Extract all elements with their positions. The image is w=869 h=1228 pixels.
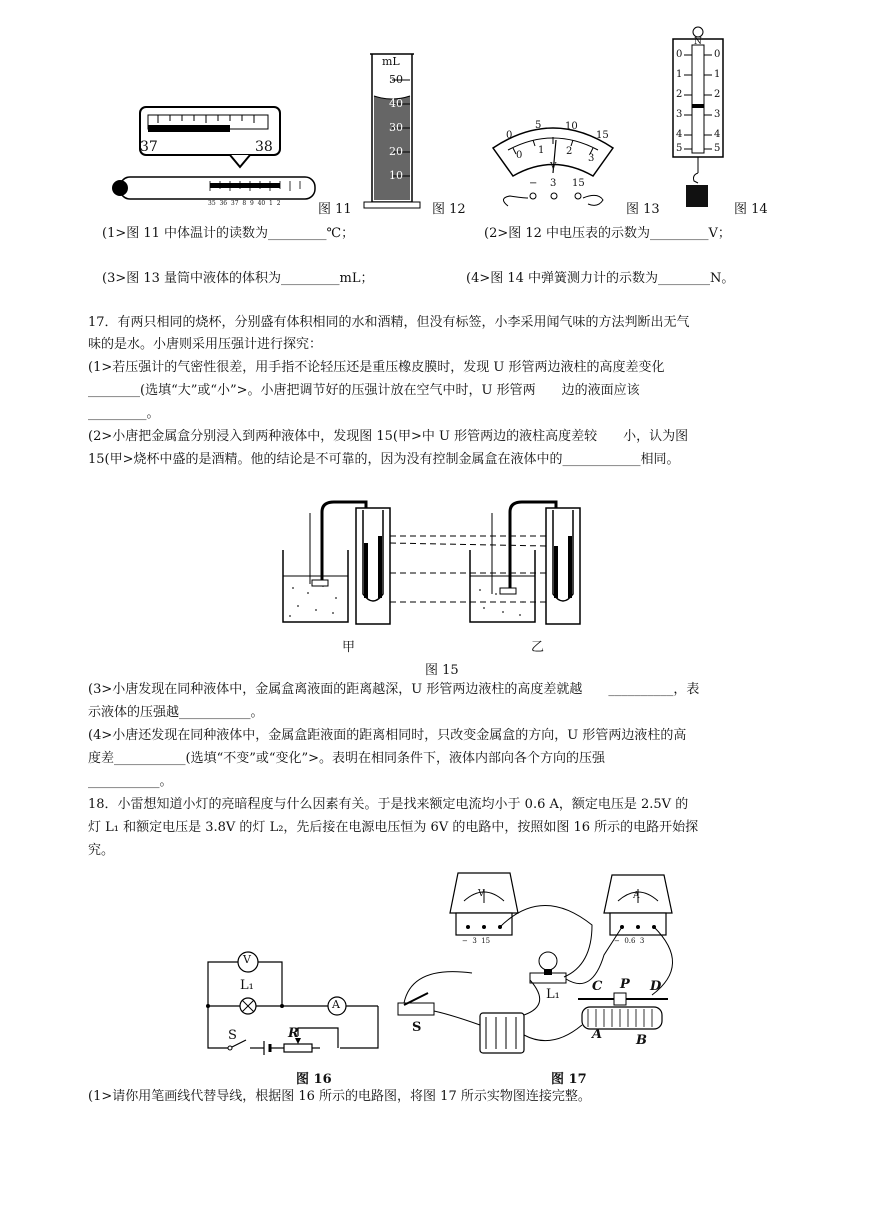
q16-part4: (4>图 14 中弹簧测力计的示数为________N。 bbox=[466, 271, 735, 286]
figure-16-circuit bbox=[200, 948, 385, 1058]
fig16-ammeter: A bbox=[332, 998, 340, 1011]
q17-line: 度差___________(选填“不变”或“变化”>。表明在相同条件下，液体内部向各个方向的压强 bbox=[88, 751, 606, 766]
fig11-scale-left: 37 bbox=[140, 139, 158, 155]
fig12-unit: mL bbox=[382, 55, 400, 68]
fig13-top-5: 5 bbox=[535, 120, 542, 131]
fig13-v: V bbox=[550, 162, 557, 172]
figure-11-thermometer bbox=[110, 105, 320, 215]
fig13-label: 图 13 bbox=[626, 202, 660, 217]
fig14-n: N bbox=[694, 37, 702, 47]
fig16-r: R bbox=[288, 1026, 299, 1041]
fig11-small-ticks: 35 36 37 8 9 40 1 2 bbox=[208, 200, 281, 207]
fig16-s: S bbox=[228, 1028, 237, 1043]
fig16-voltmeter: V bbox=[243, 953, 251, 966]
fig17-d: D bbox=[650, 979, 662, 994]
fig14-right-3: 3 bbox=[714, 109, 721, 120]
fig13-bot-3: 3 bbox=[588, 153, 595, 164]
fig15-label: 图 15 bbox=[425, 663, 459, 678]
fig17-l1: L₁ bbox=[546, 987, 560, 1002]
fig17-s: S bbox=[412, 1020, 422, 1035]
fig17-v-label: V bbox=[478, 889, 485, 899]
fig14-right-1: 1 bbox=[714, 69, 721, 80]
fig12-tick: 50 bbox=[389, 73, 403, 86]
fig12-label: 图 12 bbox=[432, 202, 466, 217]
fig14-right-4: 4 bbox=[714, 129, 721, 140]
fig14-right-0: 0 bbox=[714, 49, 721, 60]
q17-line: (2>小唐把金属盒分别浸入到两种液体中，发现图 15(甲>中 U 形管两边的液柱高度差较 小，认为图 bbox=[88, 429, 689, 444]
fig11-label: 图 11 bbox=[318, 202, 352, 217]
fig13-top-10: 10 bbox=[565, 121, 578, 132]
q17-line: 示液体的压强越___________。 bbox=[88, 705, 264, 720]
q16-part1: (1>图 11 中体温计的读数为_________℃； bbox=[102, 226, 355, 241]
fig17-b: B bbox=[636, 1033, 647, 1048]
fig17-label: 图 17 bbox=[551, 1072, 587, 1087]
fig12-tick: 10 bbox=[389, 169, 403, 182]
fig13-term-minus: − bbox=[529, 178, 538, 189]
fig13-top-0: 0 bbox=[506, 130, 513, 141]
q17-line: 15(甲>烧杯中盛的是酒精。他的结论是不可靠的，因为没有控制金属盒在液体中的____________相同。 bbox=[88, 452, 680, 467]
q16-part3: (3>图 13 量筒中液体的体积为_________mL； bbox=[102, 271, 374, 286]
fig13-term-15: 15 bbox=[572, 178, 585, 189]
q18-line: 18．小雷想知道小灯的亮暗程度与什么因素有关。于是找来额定电流均小于 0.6 A，额定电压是 2.5V 的 bbox=[88, 797, 689, 812]
fig16-label: 图 16 bbox=[296, 1072, 332, 1087]
q17-line: 味的是水。小唐则采用压强计进行探究： bbox=[88, 337, 323, 352]
fig16-l1: L₁ bbox=[240, 978, 254, 993]
fig14-left-5: 5 bbox=[676, 143, 683, 154]
fig13-bot-1: 1 bbox=[538, 145, 545, 156]
fig13-bot-2: 2 bbox=[566, 146, 573, 157]
figure-13-voltmeter bbox=[488, 118, 618, 218]
fig14-label: 图 14 bbox=[734, 202, 768, 217]
fig12-tick: 40 bbox=[389, 97, 403, 110]
fig17-a: A bbox=[592, 1027, 603, 1042]
fig11-scale-right: 38 bbox=[255, 139, 273, 155]
fig17-v-scale: − 3 15 bbox=[462, 937, 491, 945]
fig17-c: C bbox=[592, 979, 603, 994]
q17-line: (1>若压强计的气密性很差，用手指不论轻压还是重压橡皮膜时，发现 U 形管两边液柱的高度差变化 bbox=[88, 360, 665, 375]
q17-line: 17．有两只相同的烧杯，分别盛有体积相同的水和酒精，但没有标签，小李采用闻气味的方法判断出无气 bbox=[88, 315, 690, 330]
q16-part2: (2>图 12 中电压表的示数为_________V； bbox=[484, 226, 731, 241]
fig13-term-3: 3 bbox=[550, 178, 557, 189]
q18-line: 灯 L₁ 和额定电压是 3.8V 的灯 L₂，先后接在电源电压恒为 6V 的电路中，按照如图 16 所示的电路开始探 bbox=[88, 820, 699, 835]
fig14-left-1: 1 bbox=[676, 69, 683, 80]
figure-14-spring-scale bbox=[668, 25, 728, 215]
q17-line: (4>小唐还发现在同种液体中，金属盒距液面的距离相同时，只改变金属盒的方向，U 形管两边液柱的高 bbox=[88, 728, 687, 743]
fig14-left-2: 2 bbox=[676, 89, 683, 100]
fig14-right-2: 2 bbox=[714, 89, 721, 100]
fig14-left-4: 4 bbox=[676, 129, 683, 140]
q18-line: (1>请你用笔画线代替导线，根据图 16 所示的电路图，将图 17 所示实物图连接完整。 bbox=[88, 1089, 591, 1104]
q18-line: 究。 bbox=[88, 843, 115, 858]
q17-line: (3>小唐发现在同种液体中，金属盒离液面的距离越深，U 形管两边液柱的高度差就越 __________，表 bbox=[88, 682, 700, 697]
fig17-a-label: A bbox=[633, 891, 640, 901]
fig13-bot-0: 0 bbox=[516, 150, 523, 161]
fig17-p: P bbox=[620, 977, 630, 992]
fig13-top-15: 15 bbox=[596, 130, 609, 141]
fig17-a-scale: − 0.6 3 bbox=[614, 937, 645, 945]
fig14-left-0: 0 bbox=[676, 49, 683, 60]
fig12-tick: 20 bbox=[389, 145, 403, 158]
fig15-yi: 乙 bbox=[531, 640, 545, 655]
q17-line: ___________。 bbox=[88, 774, 173, 789]
figure-17-physical-circuit bbox=[392, 865, 702, 1065]
q17-line: ________(选填“大”或“小”>。小唐把调节好的压强计放在空气中时，U 形管两 边的液面应该 bbox=[88, 383, 640, 398]
fig14-right-5: 5 bbox=[714, 143, 721, 154]
figure-12-cylinder bbox=[362, 52, 422, 212]
fig12-tick: 30 bbox=[389, 121, 403, 134]
q17-line: _________。 bbox=[88, 406, 160, 421]
fig14-left-3: 3 bbox=[676, 109, 683, 120]
figure-15-pressure-gauges bbox=[278, 498, 618, 628]
fig15-jia: 甲 bbox=[342, 640, 356, 655]
